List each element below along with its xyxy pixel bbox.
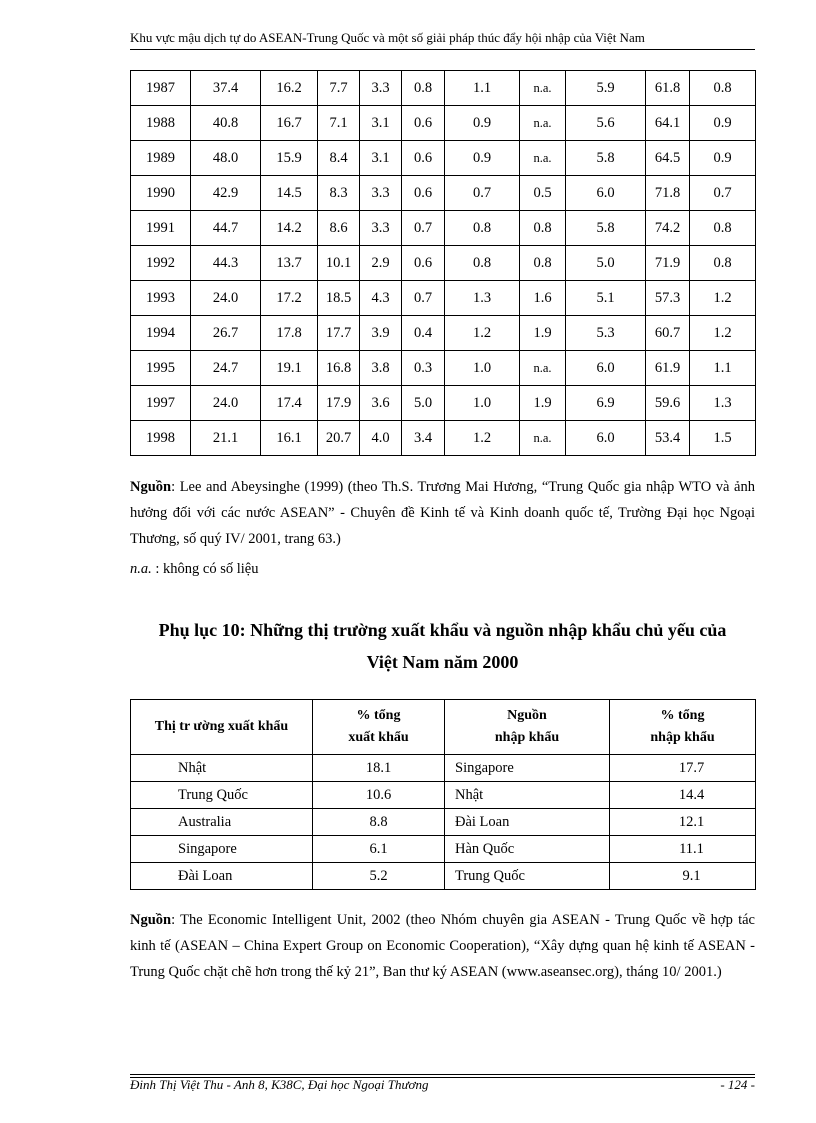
table-cell: 0.6 — [402, 106, 445, 141]
table-cell: 5.0 — [566, 246, 646, 281]
table-row — [131, 141, 756, 176]
table-cell: 0.7 — [690, 176, 756, 211]
trade-cell-import-pct: 12.1 — [610, 809, 756, 836]
table-cell: 1988 — [131, 106, 191, 141]
table-cell: 20.7 — [318, 421, 360, 456]
table-cell: 1.9 — [520, 316, 566, 351]
table-cell: 17.9 — [318, 386, 360, 421]
table-cell: 37.4 — [191, 71, 261, 106]
table-cell: 16.8 — [318, 351, 360, 386]
header-rule — [130, 49, 755, 50]
trade-table-body — [131, 700, 756, 890]
table-cell: 21.1 — [191, 421, 261, 456]
table-cell: 40.8 — [191, 106, 261, 141]
table-cell: 14.5 — [261, 176, 318, 211]
table-row — [131, 421, 756, 456]
table-cell: 3.1 — [360, 106, 402, 141]
trade-cell-export-pct: 5.2 — [313, 863, 445, 890]
table-cell: 4.3 — [360, 281, 402, 316]
table-cell: 4.0 — [360, 421, 402, 456]
table-cell: 0.7 — [402, 211, 445, 246]
table-cell: n.a. — [520, 141, 566, 176]
appendix-title — [130, 614, 755, 678]
table-cell: 0.8 — [402, 71, 445, 106]
trade-cell-import-source: Đài Loan — [445, 809, 610, 836]
table-cell: 44.7 — [191, 211, 261, 246]
table-cell: 71.8 — [646, 176, 690, 211]
table-row — [131, 809, 756, 836]
data-table — [130, 70, 756, 456]
table-cell: 1993 — [131, 281, 191, 316]
appendix-title-line2: Việt Nam năm 2000 — [366, 652, 519, 672]
table-cell: 3.4 — [402, 421, 445, 456]
table-cell: n.a. — [520, 421, 566, 456]
trade-cell-import-pct: 17.7 — [610, 755, 756, 782]
appendix-title-line1: Phụ lục 10: Những thị trường xuất khẩu và nguồn nhập khẩu chủ yếu của — [158, 620, 727, 640]
table-cell: 1.3 — [690, 386, 756, 421]
table-cell: 24.0 — [191, 386, 261, 421]
table-cell: 64.5 — [646, 141, 690, 176]
table-cell: 3.8 — [360, 351, 402, 386]
table-cell: 0.4 — [402, 316, 445, 351]
table-cell: 1989 — [131, 141, 191, 176]
data-table-body — [131, 71, 756, 456]
table-cell: 0.8 — [690, 71, 756, 106]
table-row — [131, 246, 756, 281]
table-row — [131, 211, 756, 246]
table-cell: 1.6 — [520, 281, 566, 316]
table-cell: 61.8 — [646, 71, 690, 106]
trade-cell-export-market: Nhật — [131, 755, 313, 782]
trade-cell-import-source: Singapore — [445, 755, 610, 782]
trade-table — [130, 699, 756, 890]
table-cell: 1992 — [131, 246, 191, 281]
table-cell: 0.8 — [520, 246, 566, 281]
source-text: : The Economic Intelligent Unit, 2002 (theo Nhóm chuyên gia ASEAN - Trung Quốc về hợp tác kinh tế (ASEAN – China Expert Group on Economic Cooperation), “Xây dựng quan hệ kinh tế ASEAN - Trung Quốc chặt chẽ hơn trong thế kỷ 21”, Ban thư ký ASEAN (www.aseansec.org), tháng 10/ 2001.) — [130, 912, 755, 980]
na-text: : không có số liệu — [151, 561, 259, 577]
table-cell: 60.7 — [646, 316, 690, 351]
header-export-market: Thị tr ường xuất khẩu — [131, 700, 313, 755]
table-cell: 0.9 — [690, 106, 756, 141]
table-cell: 1.1 — [690, 351, 756, 386]
table-cell: 7.7 — [318, 71, 360, 106]
table-cell: 16.1 — [261, 421, 318, 456]
header-import-source-line1: Nguồn — [507, 708, 547, 723]
trade-cell-export-market: Australia — [131, 809, 313, 836]
table-cell: 5.1 — [566, 281, 646, 316]
table-cell: 0.9 — [445, 106, 520, 141]
table-cell: 17.7 — [318, 316, 360, 351]
table-cell: 6.0 — [566, 176, 646, 211]
trade-cell-export-market: Singapore — [131, 836, 313, 863]
table-cell: 14.2 — [261, 211, 318, 246]
header-import-pct-line2: nhập khẩu — [650, 730, 715, 745]
table-cell: 19.1 — [261, 351, 318, 386]
table-cell: 6.0 — [566, 351, 646, 386]
table-cell: 64.1 — [646, 106, 690, 141]
table-cell: 3.3 — [360, 211, 402, 246]
table-row — [131, 281, 756, 316]
table-cell: n.a. — [520, 351, 566, 386]
table-cell: 0.8 — [445, 211, 520, 246]
table-row — [131, 106, 756, 141]
table-cell: 1997 — [131, 386, 191, 421]
table-cell: 5.8 — [566, 211, 646, 246]
table-cell: 2.9 — [360, 246, 402, 281]
table-cell: 6.9 — [566, 386, 646, 421]
table-cell: 15.9 — [261, 141, 318, 176]
table-cell: 3.9 — [360, 316, 402, 351]
header-import-source — [445, 700, 610, 755]
header-export-pct — [313, 700, 445, 755]
table-cell: 0.8 — [520, 211, 566, 246]
table-row — [131, 71, 756, 106]
trade-cell-export-market: Đài Loan — [131, 863, 313, 890]
table-cell: 24.0 — [191, 281, 261, 316]
table-cell: 1991 — [131, 211, 191, 246]
table-cell: 0.9 — [690, 141, 756, 176]
trade-cell-export-pct: 10.6 — [313, 782, 445, 809]
table-cell: 0.5 — [520, 176, 566, 211]
table-cell: 17.2 — [261, 281, 318, 316]
table-cell: 13.7 — [261, 246, 318, 281]
table-cell: 3.6 — [360, 386, 402, 421]
trade-cell-import-source: Hàn Quốc — [445, 836, 610, 863]
table-cell: 48.0 — [191, 141, 261, 176]
na-note — [130, 561, 258, 578]
table-cell: 5.9 — [566, 71, 646, 106]
table-cell: 0.7 — [402, 281, 445, 316]
footer-author: Đinh Thị Việt Thu - Anh 8, K38C, Đại học Ngoại Thương — [130, 1077, 429, 1092]
table-cell: 44.3 — [191, 246, 261, 281]
header-import-pct — [610, 700, 756, 755]
table-row — [131, 351, 756, 386]
source-label: Nguồn — [130, 912, 172, 928]
trade-cell-import-pct: 9.1 — [610, 863, 756, 890]
table-cell: 7.1 — [318, 106, 360, 141]
table-cell: 59.6 — [646, 386, 690, 421]
header-export-pct-line1: % tổng — [356, 708, 401, 723]
table-cell: 8.3 — [318, 176, 360, 211]
table-cell: 10.1 — [318, 246, 360, 281]
table-cell: 3.1 — [360, 141, 402, 176]
table-cell: 3.3 — [360, 176, 402, 211]
table-cell: 71.9 — [646, 246, 690, 281]
trade-cell-export-pct: 8.8 — [313, 809, 445, 836]
source-text: : Lee and Abeysinghe (1999) (theo Th.S. Trương Mai Hương, “Trung Quốc gia nhập WTO và ảnh hưởng đối với các nước ASEAN” - Chuyên đề Kinh tế và Kinh doanh quốc tế, Trường Đại học Ngoại Thương, số quý IV/ 2001, trang 63.) — [130, 479, 755, 547]
header-import-source-line2: nhập khẩu — [494, 730, 560, 745]
footer-rule — [130, 1074, 755, 1075]
table-row — [131, 782, 756, 809]
table-row — [131, 386, 756, 421]
table-row — [131, 836, 756, 863]
table-cell: 5.3 — [566, 316, 646, 351]
table-cell: 1.0 — [445, 351, 520, 386]
table-cell: 0.9 — [445, 141, 520, 176]
table-cell: 1.9 — [520, 386, 566, 421]
source-label: Nguồn — [130, 479, 172, 495]
table-cell: 1990 — [131, 176, 191, 211]
table-cell: 16.2 — [261, 71, 318, 106]
table-cell: 5.8 — [566, 141, 646, 176]
table-cell: 0.8 — [445, 246, 520, 281]
page-number: - 124 - — [720, 1077, 755, 1092]
table-cell: 0.7 — [445, 176, 520, 211]
trade-cell-import-pct: 11.1 — [610, 836, 756, 863]
source-citation-2 — [130, 907, 755, 985]
table-cell: 1994 — [131, 316, 191, 351]
table-cell: 5.0 — [402, 386, 445, 421]
na-abbr: n.a. — [130, 561, 152, 577]
table-row — [131, 755, 756, 782]
table-cell: 26.7 — [191, 316, 261, 351]
table-cell: 74.2 — [646, 211, 690, 246]
table-cell: 1998 — [131, 421, 191, 456]
table-cell: 24.7 — [191, 351, 261, 386]
table-cell: 0.6 — [402, 141, 445, 176]
trade-cell-export-pct: 18.1 — [313, 755, 445, 782]
table-cell: 53.4 — [646, 421, 690, 456]
table-cell: 5.6 — [566, 106, 646, 141]
table-cell: 17.4 — [261, 386, 318, 421]
table-cell: 16.7 — [261, 106, 318, 141]
table-cell: 1987 — [131, 71, 191, 106]
table-cell: 1.1 — [445, 71, 520, 106]
trade-cell-export-pct: 6.1 — [313, 836, 445, 863]
table-cell: 3.3 — [360, 71, 402, 106]
table-cell: n.a. — [520, 71, 566, 106]
trade-cell-import-source: Nhật — [445, 782, 610, 809]
table-cell: 61.9 — [646, 351, 690, 386]
trade-cell-export-market: Trung Quốc — [131, 782, 313, 809]
table-cell: 1.2 — [690, 316, 756, 351]
table-cell: 1.2 — [690, 281, 756, 316]
table-cell: 17.8 — [261, 316, 318, 351]
table-cell: 1995 — [131, 351, 191, 386]
table-cell: 18.5 — [318, 281, 360, 316]
table-cell: 57.3 — [646, 281, 690, 316]
table-row — [131, 863, 756, 890]
table-cell: 1.2 — [445, 421, 520, 456]
table-cell: 0.3 — [402, 351, 445, 386]
table-cell: 1.3 — [445, 281, 520, 316]
table-row — [131, 176, 756, 211]
table-cell: 1.0 — [445, 386, 520, 421]
table-cell: 0.6 — [402, 246, 445, 281]
table-cell: 1.2 — [445, 316, 520, 351]
table-cell: 0.8 — [690, 211, 756, 246]
table-cell: 1.5 — [690, 421, 756, 456]
table-cell: 6.0 — [566, 421, 646, 456]
table-cell: 8.4 — [318, 141, 360, 176]
trade-cell-import-source: Trung Quốc — [445, 863, 610, 890]
table-row — [131, 316, 756, 351]
running-header: Khu vực mậu dịch tự do ASEAN-Trung Quốc và một số giải pháp thúc đẩy hội nhập của Việt Nam — [130, 30, 645, 45]
table-cell: n.a. — [520, 106, 566, 141]
header-export-pct-line2: xuất khẩu — [348, 730, 409, 745]
trade-table-header-row — [131, 700, 756, 755]
table-cell: 42.9 — [191, 176, 261, 211]
trade-cell-import-pct: 14.4 — [610, 782, 756, 809]
header-import-pct-line1: % tổng — [660, 708, 705, 723]
table-cell: 0.8 — [690, 246, 756, 281]
source-citation-1 — [130, 474, 755, 552]
table-cell: 0.6 — [402, 176, 445, 211]
table-cell: 8.6 — [318, 211, 360, 246]
